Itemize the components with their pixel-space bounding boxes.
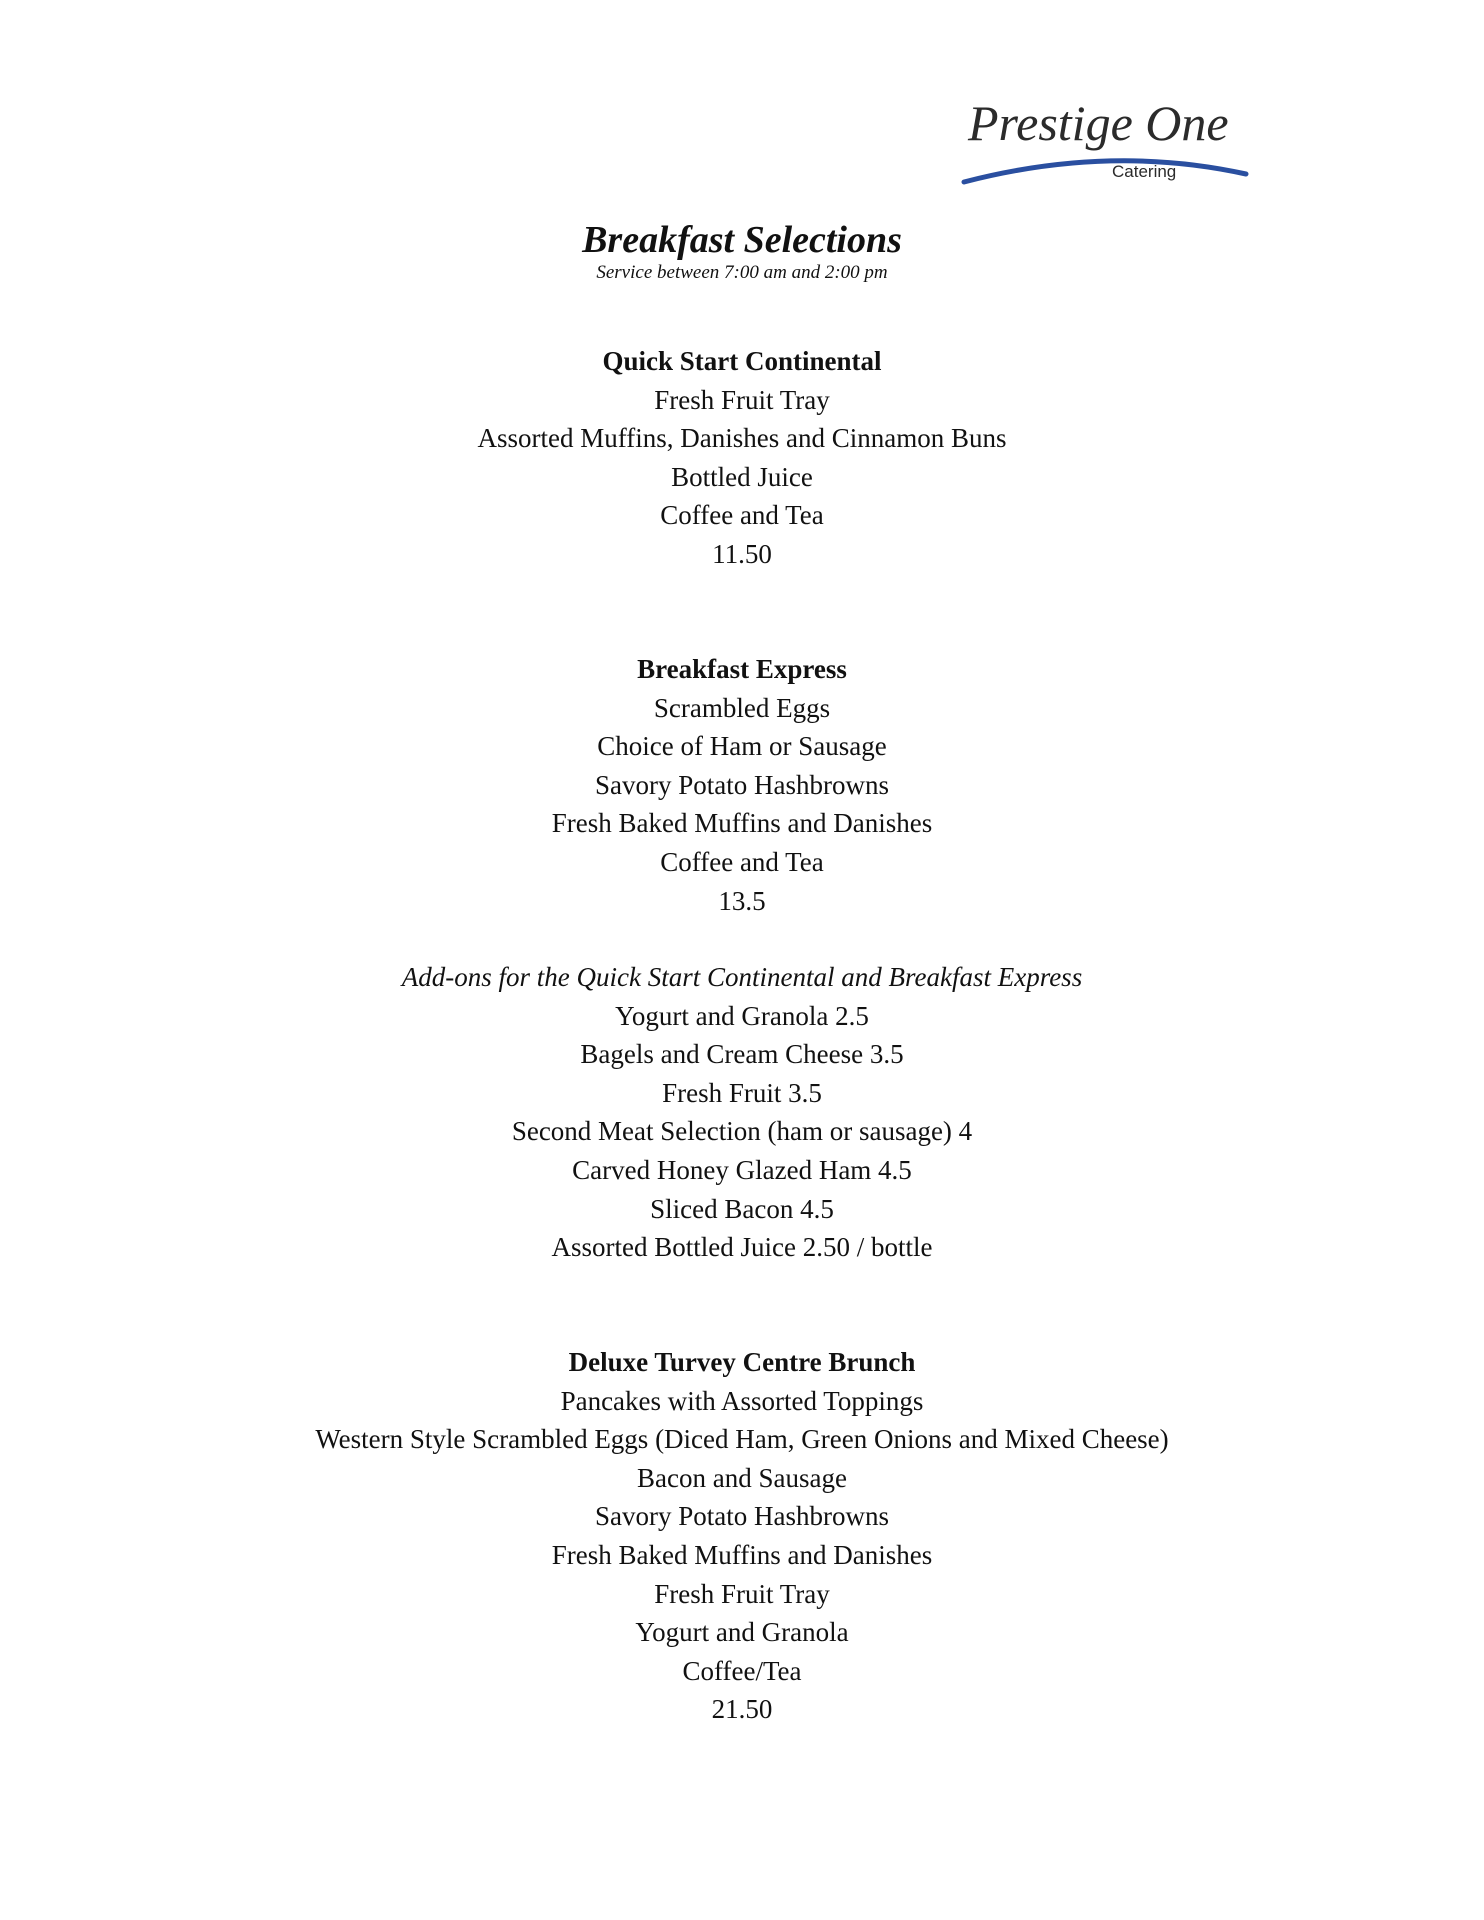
menu-item: Fresh Baked Muffins and Danishes: [551, 1539, 933, 1570]
section-deluxe-brunch: [0, 1343, 1484, 1729]
section-addons: [0, 958, 1484, 1267]
price: 11.50: [712, 538, 772, 569]
menu-item: Coffee and Tea: [660, 500, 824, 531]
service-hours: Service between 7:00 am and 2:00 pm: [596, 262, 888, 283]
section-heading: Add-ons for the Quick Start Continental and Breakfast Express: [401, 962, 1083, 992]
addon-item: Bagels and Cream Cheese 3.5: [580, 1039, 904, 1070]
menu-item: Fresh Fruit Tray: [654, 1578, 830, 1609]
addon-item: Fresh Fruit 3.5: [662, 1077, 822, 1108]
section-breakfast-express: [0, 650, 1484, 920]
menu-item: Yogurt and Granola: [635, 1617, 849, 1648]
section-heading: Quick Start Continental: [602, 346, 882, 376]
price: 21.50: [711, 1694, 773, 1725]
menu-item: Pancakes with Assorted Toppings: [560, 1385, 924, 1416]
logo-swoosh: [964, 161, 1246, 182]
menu-item: Scrambled Eggs: [653, 692, 831, 723]
menu-item: Savory Potato Hashbrowns: [595, 769, 889, 800]
section-heading: Breakfast Express: [637, 654, 847, 684]
logo-graphic: [960, 82, 1280, 192]
menu-item: Coffee and Tea: [660, 846, 824, 877]
menu-item: Choice of Ham or Sausage: [597, 731, 887, 762]
addon-item: Yogurt and Granola 2.5: [615, 1000, 869, 1031]
addon-item: Second Meat Selection (ham or sausage) 4: [511, 1116, 973, 1147]
addon-item: Sliced Bacon 4.5: [650, 1193, 834, 1224]
addon-item: Assorted Bottled Juice 2.50 / bottle: [551, 1232, 933, 1263]
logo-brand-sub: Catering: [1112, 162, 1177, 181]
menu-item: Assorted Muffins, Danishes and Cinnamon Buns: [477, 423, 1007, 454]
menu-item: Coffee/Tea: [682, 1655, 802, 1686]
price: 13.5: [718, 885, 766, 916]
menu-item: Savory Potato Hashbrowns: [595, 1501, 889, 1532]
menu-item: Fresh Baked Muffins and Danishes: [551, 808, 933, 839]
section-heading: Deluxe Turvey Centre Brunch: [568, 1347, 916, 1377]
menu-item: Western Style Scrambled Eggs (Diced Ham, Green Onions and Mixed Cheese): [315, 1424, 1169, 1455]
menu-item: Bacon and Sausage: [637, 1462, 847, 1493]
menu-item: Fresh Fruit Tray: [654, 384, 830, 415]
section-quick-start: [0, 342, 1484, 574]
addon-item: Carved Honey Glazed Ham 4.5: [572, 1154, 912, 1185]
page-title: Breakfast Selections: [582, 219, 902, 261]
logo-brand-name: Prestige One: [968, 95, 1229, 151]
menu-item: Bottled Juice: [671, 461, 813, 492]
title-block: [0, 218, 1484, 284]
prestige-one-logo: [960, 82, 1280, 192]
